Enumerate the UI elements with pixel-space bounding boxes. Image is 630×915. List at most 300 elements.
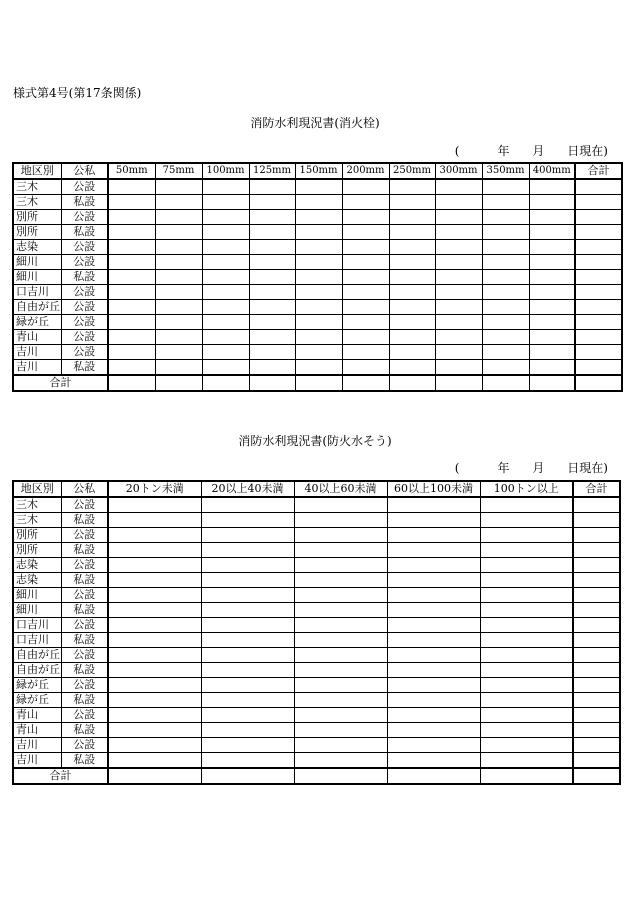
hydrant-value-cell[interactable] [295,240,342,255]
cistern-kind-cell: 私設 [61,513,108,528]
hydrant-value-cell[interactable] [202,285,249,300]
cistern-value-cell[interactable] [108,558,201,573]
cistern-value-cell[interactable] [201,528,294,543]
cistern-value-cell[interactable] [294,588,387,603]
hydrant-value-cell[interactable] [389,225,435,240]
hydrant-total-cell[interactable] [295,375,342,391]
hydrant-value-cell[interactable] [529,330,575,345]
hydrant-value-cell[interactable] [575,315,622,330]
cistern-value-cell[interactable] [201,543,294,558]
hydrant-value-cell[interactable] [342,225,389,240]
hydrant-value-cell[interactable] [389,255,435,270]
cistern-value-cell[interactable] [387,618,480,633]
hydrant-value-cell[interactable] [295,360,342,376]
hydrant-value-cell[interactable] [155,360,202,376]
hydrant-total-cell[interactable] [482,375,529,391]
hydrant-value-cell[interactable] [482,225,529,240]
hydrant-value-cell[interactable] [202,195,249,210]
hydrant-value-cell[interactable] [435,285,482,300]
hydrant-value-cell[interactable] [482,240,529,255]
hydrant-value-cell[interactable] [389,270,435,285]
hydrant-value-cell[interactable] [575,360,622,376]
cistern-value-cell[interactable] [201,753,294,769]
cistern-table-title: 消防水利現況書(防火水そう) [238,434,392,448]
hydrant-value-cell[interactable] [435,270,482,285]
hydrant-value-cell[interactable] [342,285,389,300]
cistern-table [12,480,621,785]
cistern-value-cell[interactable] [480,513,573,528]
cistern-value-cell[interactable] [480,693,573,708]
hydrant-value-cell[interactable] [575,240,622,255]
hydrant-value-cell[interactable] [389,360,435,376]
hydrant-value-cell[interactable] [342,300,389,315]
cistern-area-cell: 別所 [13,528,61,543]
hydrant-value-cell[interactable] [575,255,622,270]
cistern-total-cell[interactable] [387,768,480,784]
cistern-value-cell[interactable] [387,753,480,769]
cistern-value-cell[interactable] [294,693,387,708]
cistern-value-cell[interactable] [480,633,573,648]
hydrant-value-cell[interactable] [295,195,342,210]
hydrant-total-cell[interactable] [155,375,202,391]
hydrant-value-cell[interactable] [529,195,575,210]
hydrant-value-cell[interactable] [389,315,435,330]
hydrant-value-cell[interactable] [529,179,575,195]
cistern-kind-cell: 私設 [61,543,108,558]
cistern-value-cell[interactable] [573,753,620,769]
hydrant-value-cell[interactable] [295,285,342,300]
hydrant-value-cell[interactable] [249,225,295,240]
hydrant-value-cell[interactable] [249,315,295,330]
cistern-value-cell[interactable] [573,678,620,693]
cistern-value-cell[interactable] [480,558,573,573]
cistern-value-cell[interactable] [480,708,573,723]
hydrant-value-cell[interactable] [435,345,482,360]
cistern-value-cell[interactable] [480,528,573,543]
hydrant-value-cell[interactable] [249,179,295,195]
cistern-value-cell[interactable] [573,693,620,708]
hydrant-value-cell[interactable] [295,270,342,285]
cistern-value-cell[interactable] [201,663,294,678]
cistern-value-cell[interactable] [201,618,294,633]
hydrant-value-cell[interactable] [155,315,202,330]
cistern-value-cell[interactable] [108,573,201,588]
cistern-value-cell[interactable] [294,497,387,513]
cistern-value-cell[interactable] [387,648,480,663]
cistern-row [13,528,620,543]
hydrant-value-cell[interactable] [482,360,529,376]
hydrant-total-cell[interactable] [249,375,295,391]
cistern-value-cell[interactable] [108,497,201,513]
cistern-value-cell[interactable] [480,588,573,603]
hydrant-value-cell[interactable] [155,270,202,285]
hydrant-value-cell[interactable] [482,285,529,300]
cistern-value-cell[interactable] [294,573,387,588]
hydrant-value-cell[interactable] [108,210,155,225]
hydrant-value-cell[interactable] [435,195,482,210]
hydrant-value-cell[interactable] [482,255,529,270]
cistern-value-cell[interactable] [480,497,573,513]
hydrant-value-cell[interactable] [389,330,435,345]
cistern-row [13,663,620,678]
cistern-value-cell[interactable] [294,753,387,769]
cistern-value-cell[interactable] [201,558,294,573]
cistern-value-cell[interactable] [294,633,387,648]
hydrant-value-cell[interactable] [249,345,295,360]
hydrant-value-cell[interactable] [249,210,295,225]
cistern-kind-cell: 私設 [61,753,108,769]
cistern-value-cell[interactable] [480,723,573,738]
cistern-value-cell[interactable] [201,648,294,663]
hydrant-value-cell[interactable] [108,285,155,300]
hydrant-total-cell[interactable] [389,375,435,391]
hydrant-value-cell[interactable] [389,300,435,315]
cistern-total-cell[interactable] [294,768,387,784]
hydrant-value-cell[interactable] [108,195,155,210]
hydrant-value-cell[interactable] [529,240,575,255]
hydrant-value-cell[interactable] [295,210,342,225]
hydrant-value-cell[interactable] [108,315,155,330]
cistern-value-cell[interactable] [480,738,573,753]
cistern-value-cell[interactable] [480,573,573,588]
hydrant-value-cell[interactable] [202,360,249,376]
hydrant-value-cell[interactable] [529,270,575,285]
hydrant-value-cell[interactable] [295,330,342,345]
hydrant-value-cell[interactable] [202,225,249,240]
hydrant-value-cell[interactable] [108,255,155,270]
cistern-value-cell[interactable] [294,603,387,618]
hydrant-row [13,195,622,210]
hydrant-value-cell[interactable] [575,285,622,300]
hydrant-value-cell[interactable] [295,315,342,330]
hydrant-value-cell[interactable] [342,255,389,270]
hydrant-value-cell[interactable] [389,210,435,225]
hydrant-kind-cell: 公設 [61,255,108,270]
hydrant-value-cell[interactable] [155,225,202,240]
cistern-value-cell[interactable] [201,573,294,588]
hydrant-value-cell[interactable] [155,285,202,300]
cistern-value-cell[interactable] [108,708,201,723]
cistern-value-cell[interactable] [108,723,201,738]
hydrant-value-cell[interactable] [529,315,575,330]
hydrant-value-cell[interactable] [529,210,575,225]
cistern-value-cell[interactable] [387,693,480,708]
cistern-value-cell[interactable] [573,603,620,618]
hydrant-value-cell[interactable] [155,300,202,315]
cistern-value-cell[interactable] [573,558,620,573]
hydrant-value-cell[interactable] [342,330,389,345]
cistern-value-cell[interactable] [201,603,294,618]
hydrant-value-cell[interactable] [435,360,482,376]
hydrant-date-line: ( 年 月 日現在) [454,144,608,158]
cistern-value-cell[interactable] [201,588,294,603]
hydrant-value-cell[interactable] [435,315,482,330]
hydrant-value-cell[interactable] [482,179,529,195]
hydrant-value-cell[interactable] [295,179,342,195]
cistern-value-cell[interactable] [480,543,573,558]
hydrant-total-cell[interactable] [575,375,622,391]
hydrant-value-cell[interactable] [482,270,529,285]
cistern-value-cell[interactable] [108,603,201,618]
hydrant-value-cell[interactable] [155,255,202,270]
hydrant-value-cell[interactable] [155,330,202,345]
cistern-value-cell[interactable] [294,678,387,693]
hydrant-value-cell[interactable] [435,255,482,270]
cistern-total-cell[interactable] [201,768,294,784]
cistern-value-cell[interactable] [387,738,480,753]
cistern-value-cell[interactable] [108,618,201,633]
hydrant-kind-cell: 公設 [61,179,108,195]
cistern-area-cell: 志染 [13,558,61,573]
cistern-value-cell[interactable] [108,663,201,678]
cistern-value-cell[interactable] [387,497,480,513]
cistern-value-cell[interactable] [387,573,480,588]
hydrant-value-cell[interactable] [575,330,622,345]
cistern-value-cell[interactable] [573,708,620,723]
hydrant-value-cell[interactable] [295,225,342,240]
cistern-value-cell[interactable] [480,753,573,769]
hydrant-total-cell[interactable] [529,375,575,391]
hydrant-value-cell[interactable] [108,179,155,195]
hydrant-value-cell[interactable] [575,300,622,315]
hydrant-value-cell[interactable] [389,345,435,360]
hydrant-value-cell[interactable] [202,210,249,225]
cistern-value-cell[interactable] [294,648,387,663]
cistern-value-cell[interactable] [387,708,480,723]
hydrant-header-cell: 250mm [389,163,435,179]
cistern-value-cell[interactable] [573,648,620,663]
hydrant-value-cell[interactable] [389,240,435,255]
hydrant-total-cell[interactable] [342,375,389,391]
cistern-value-cell[interactable] [387,558,480,573]
hydrant-value-cell[interactable] [482,195,529,210]
hydrant-total-cell[interactable] [435,375,482,391]
hydrant-value-cell[interactable] [435,300,482,315]
cistern-area-cell: 口吉川 [13,633,61,648]
cistern-total-label: 合計 [13,768,108,784]
hydrant-value-cell[interactable] [108,240,155,255]
cistern-value-cell[interactable] [201,497,294,513]
cistern-area-cell: 緑が丘 [13,693,61,708]
hydrant-value-cell[interactable] [202,255,249,270]
hydrant-value-cell[interactable] [295,345,342,360]
cistern-value-cell[interactable] [108,588,201,603]
hydrant-value-cell[interactable] [342,210,389,225]
cistern-total-cell[interactable] [573,768,620,784]
cistern-value-cell[interactable] [294,543,387,558]
cistern-value-cell[interactable] [480,648,573,663]
hydrant-value-cell[interactable] [202,240,249,255]
cistern-value-cell[interactable] [573,633,620,648]
hydrant-value-cell[interactable] [482,210,529,225]
hydrant-value-cell[interactable] [249,285,295,300]
hydrant-value-cell[interactable] [108,270,155,285]
hydrant-value-cell[interactable] [575,179,622,195]
hydrant-value-cell[interactable] [482,345,529,360]
cistern-value-cell[interactable] [201,693,294,708]
hydrant-value-cell[interactable] [202,315,249,330]
hydrant-value-cell[interactable] [249,255,295,270]
cistern-value-cell[interactable] [387,528,480,543]
cistern-value-cell[interactable] [201,708,294,723]
cistern-value-cell[interactable] [108,648,201,663]
hydrant-value-cell[interactable] [155,240,202,255]
cistern-value-cell[interactable] [387,603,480,618]
cistern-value-cell[interactable] [573,497,620,513]
hydrant-value-cell[interactable] [342,345,389,360]
cistern-value-cell[interactable] [480,603,573,618]
hydrant-value-cell[interactable] [529,225,575,240]
cistern-value-cell[interactable] [573,528,620,543]
cistern-value-cell[interactable] [387,723,480,738]
hydrant-value-cell[interactable] [108,330,155,345]
cistern-value-cell[interactable] [294,513,387,528]
hydrant-value-cell[interactable] [482,315,529,330]
hydrant-header-row [13,163,622,179]
hydrant-value-cell[interactable] [389,195,435,210]
hydrant-row [13,270,622,285]
cistern-value-cell[interactable] [294,708,387,723]
cistern-value-cell[interactable] [480,678,573,693]
cistern-value-cell[interactable] [294,618,387,633]
hydrant-value-cell[interactable] [575,195,622,210]
hydrant-value-cell[interactable] [435,210,482,225]
hydrant-value-cell[interactable] [249,330,295,345]
hydrant-value-cell[interactable] [435,330,482,345]
hydrant-value-cell[interactable] [529,285,575,300]
hydrant-value-cell[interactable] [575,210,622,225]
hydrant-value-cell[interactable] [295,300,342,315]
cistern-total-cell[interactable] [108,768,201,784]
cistern-value-cell[interactable] [108,633,201,648]
hydrant-value-cell[interactable] [575,225,622,240]
cistern-value-cell[interactable] [294,663,387,678]
hydrant-value-cell[interactable] [389,285,435,300]
cistern-value-cell[interactable] [480,663,573,678]
cistern-value-cell[interactable] [108,543,201,558]
hydrant-value-cell[interactable] [342,315,389,330]
hydrant-value-cell[interactable] [435,240,482,255]
cistern-value-cell[interactable] [294,738,387,753]
hydrant-value-cell[interactable] [108,225,155,240]
cistern-value-cell[interactable] [573,513,620,528]
cistern-value-cell[interactable] [573,663,620,678]
hydrant-value-cell[interactable] [389,179,435,195]
hydrant-value-cell[interactable] [249,195,295,210]
cistern-value-cell[interactable] [201,678,294,693]
hydrant-value-cell[interactable] [108,300,155,315]
hydrant-value-cell[interactable] [155,195,202,210]
hydrant-value-cell[interactable] [249,360,295,376]
hydrant-value-cell[interactable] [482,300,529,315]
cistern-value-cell[interactable] [108,678,201,693]
cistern-value-cell[interactable] [201,513,294,528]
hydrant-value-cell[interactable] [529,300,575,315]
hydrant-row [13,179,622,195]
cistern-value-cell[interactable] [573,588,620,603]
cistern-total-cell[interactable] [480,768,573,784]
hydrant-value-cell[interactable] [202,345,249,360]
hydrant-total-cell[interactable] [108,375,155,391]
cistern-value-cell[interactable] [387,663,480,678]
cistern-value-cell[interactable] [108,753,201,769]
hydrant-total-cell[interactable] [202,375,249,391]
hydrant-value-cell[interactable] [529,360,575,376]
cistern-date-line: ( 年 月 日現在) [454,461,608,475]
hydrant-value-cell[interactable] [575,270,622,285]
cistern-value-cell[interactable] [108,513,201,528]
cistern-header-cell: 20トン未満 [108,481,201,497]
cistern-area-cell: 三木 [13,497,61,513]
cistern-value-cell[interactable] [387,513,480,528]
cistern-value-cell[interactable] [387,543,480,558]
cistern-value-cell[interactable] [108,528,201,543]
cistern-value-cell[interactable] [573,618,620,633]
hydrant-value-cell[interactable] [202,330,249,345]
hydrant-value-cell[interactable] [202,270,249,285]
hydrant-value-cell[interactable] [155,179,202,195]
cistern-value-cell[interactable] [201,723,294,738]
hydrant-header-cell: 300mm [435,163,482,179]
cistern-header-cell: 地区別 [13,481,61,497]
cistern-value-cell[interactable] [480,618,573,633]
cistern-value-cell[interactable] [387,633,480,648]
hydrant-value-cell[interactable] [435,225,482,240]
hydrant-value-cell[interactable] [295,255,342,270]
hydrant-value-cell[interactable] [155,345,202,360]
cistern-value-cell[interactable] [108,693,201,708]
cistern-kind-cell: 公設 [61,588,108,603]
hydrant-value-cell[interactable] [342,195,389,210]
cistern-value-cell[interactable] [294,558,387,573]
cistern-area-cell: 自由が丘 [13,648,61,663]
hydrant-value-cell[interactable] [529,345,575,360]
cistern-area-cell: 吉川 [13,738,61,753]
hydrant-value-cell[interactable] [575,345,622,360]
cistern-value-cell[interactable] [294,528,387,543]
hydrant-value-cell[interactable] [249,270,295,285]
cistern-value-cell[interactable] [108,738,201,753]
cistern-value-cell[interactable] [387,588,480,603]
hydrant-row [13,315,622,330]
hydrant-value-cell[interactable] [249,300,295,315]
hydrant-value-cell[interactable] [202,179,249,195]
cistern-area-cell: 志染 [13,573,61,588]
hydrant-value-cell[interactable] [155,210,202,225]
cistern-value-cell[interactable] [573,738,620,753]
hydrant-value-cell[interactable] [108,360,155,376]
hydrant-value-cell[interactable] [202,300,249,315]
cistern-value-cell[interactable] [201,633,294,648]
hydrant-value-cell[interactable] [342,270,389,285]
hydrant-value-cell[interactable] [249,240,295,255]
hydrant-value-cell[interactable] [342,240,389,255]
cistern-value-cell[interactable] [573,573,620,588]
hydrant-value-cell[interactable] [342,179,389,195]
hydrant-header-cell: 75mm [155,163,202,179]
hydrant-value-cell[interactable] [342,360,389,376]
hydrant-value-cell[interactable] [108,345,155,360]
cistern-value-cell[interactable] [387,678,480,693]
cistern-value-cell[interactable] [294,723,387,738]
cistern-total-row [13,768,620,784]
cistern-value-cell[interactable] [573,723,620,738]
hydrant-value-cell[interactable] [529,255,575,270]
cistern-value-cell[interactable] [573,543,620,558]
hydrant-value-cell[interactable] [482,330,529,345]
hydrant-value-cell[interactable] [435,179,482,195]
cistern-value-cell[interactable] [201,738,294,753]
